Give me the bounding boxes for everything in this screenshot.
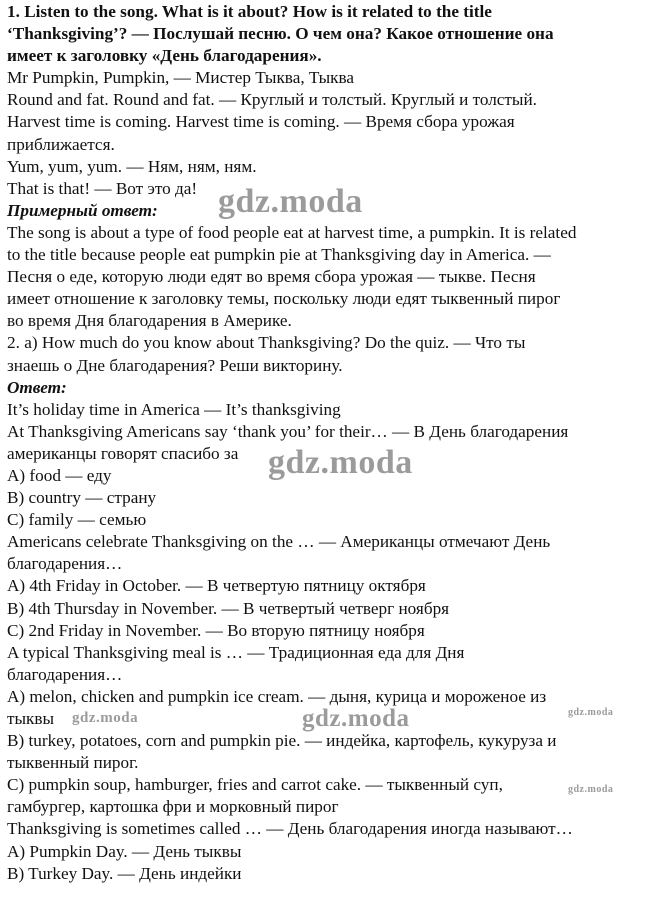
text-line: во время Дня благодарения в Америке.: [7, 311, 292, 331]
text-line: приближается.: [7, 134, 115, 154]
quiz-option: B) turkey, potatoes, corn and pumpkin pie. — индейка, картофель, кукуруза и: [7, 731, 557, 751]
quiz-option: C) family — семью: [7, 510, 147, 530]
watermark: gdz.moda: [302, 705, 410, 732]
quiz-option: B) country — страну: [7, 488, 157, 508]
text-line: The song is about a type of food people eat at harvest time, a pumpkin. It is related: [7, 222, 577, 242]
quiz-option: C) pumpkin soup, hamburger, fries and carrot cake. — тыквенный суп,: [7, 775, 503, 795]
quiz-option: B) 4th Thursday in November. — В четвертый четверг ноября: [7, 598, 450, 618]
text-line: ‘Thanksgiving’? — Послушай песню. О чем она? Какое отношение она: [7, 24, 554, 44]
answer-heading: Ответ:: [7, 377, 67, 397]
text-line: имеет к заголовку «День благодарения».: [7, 46, 322, 66]
text-line: имеет отношение к заголовку темы, поскольку люди едят тыквенный пирог: [7, 289, 561, 309]
text-line: Americans celebrate Thanksgiving on the … — Американцы отмечают День: [7, 532, 551, 552]
text-line: to the title because people eat pumpkin pie at Thanksgiving day in America. —: [7, 245, 551, 265]
text-line: тыквы: [7, 709, 55, 728]
quiz-option: B) Turkey Day. — День индейки: [7, 863, 242, 883]
quiz-option: A) melon, chicken and pumpkin ice cream. — дыня, курица и мороженое из: [7, 686, 547, 706]
text-line: At Thanksgiving Americans say ‘thank you’ for their… — В День благодарения: [7, 421, 569, 441]
watermark: gdz.moda: [568, 784, 614, 795]
text-line: It’s holiday time in America — It’s thanksgiving: [7, 399, 341, 419]
text-line: тыквенный пирог.: [7, 753, 139, 773]
text-line: Yum, yum, yum. — Ням, ням, ням.: [7, 156, 257, 176]
text-line: Mr Pumpkin, Pumpkin, — Мистер Тыква, Тыква: [7, 68, 354, 88]
text-line: Harvest time is coming. Harvest time is coming. — Время сбора урожая: [7, 112, 515, 132]
text-line: Песня о еде, которую люди едят во время сбора урожая — тыкве. Песня: [7, 267, 536, 287]
text-line: американцы говорят спасибо за: [7, 443, 239, 463]
answer-heading: Примерный ответ:: [7, 200, 158, 220]
text-line: 2. a) How much do you know about Thanksgiving? Do the quiz. — Что ты: [7, 333, 526, 353]
text-line: благодарения…: [7, 664, 123, 684]
watermark: gdz.moda: [218, 183, 363, 220]
text-line: 1. Listen to the song. What is it about? How is it related to the title: [7, 2, 492, 21]
quiz-option: A) 4th Friday in October. — В четвертую пятницу октября: [7, 576, 426, 596]
text-line: Round and fat. Round and fat. — Круглый и толстый. Круглый и толстый.: [7, 90, 537, 110]
text-line: That is that! — Вот это да!: [7, 178, 198, 198]
watermark: gdz.moda: [72, 710, 139, 726]
text-line: гамбургер, картошка фри и морковный пирог: [7, 797, 339, 817]
watermark: gdz.moda: [268, 444, 413, 481]
quiz-option: C) 2nd Friday in November. — Во вторую пятницу ноября: [7, 620, 425, 640]
quiz-option: A) Pumpkin Day. — День тыквы: [7, 841, 242, 861]
text-line: A typical Thanksgiving meal is … — Традиционная еда для Дня: [7, 642, 465, 662]
document-page: [7, 1, 647, 885]
text-line: благодарения…: [7, 554, 123, 574]
watermark: gdz.moda: [568, 707, 614, 718]
text-line: Thanksgiving is sometimes called … — День благодарения иногда называют…: [7, 819, 573, 839]
quiz-option: A) food — еду: [7, 465, 112, 485]
text-line: знаешь о Дне благодарения? Реши викторину.: [7, 355, 343, 375]
